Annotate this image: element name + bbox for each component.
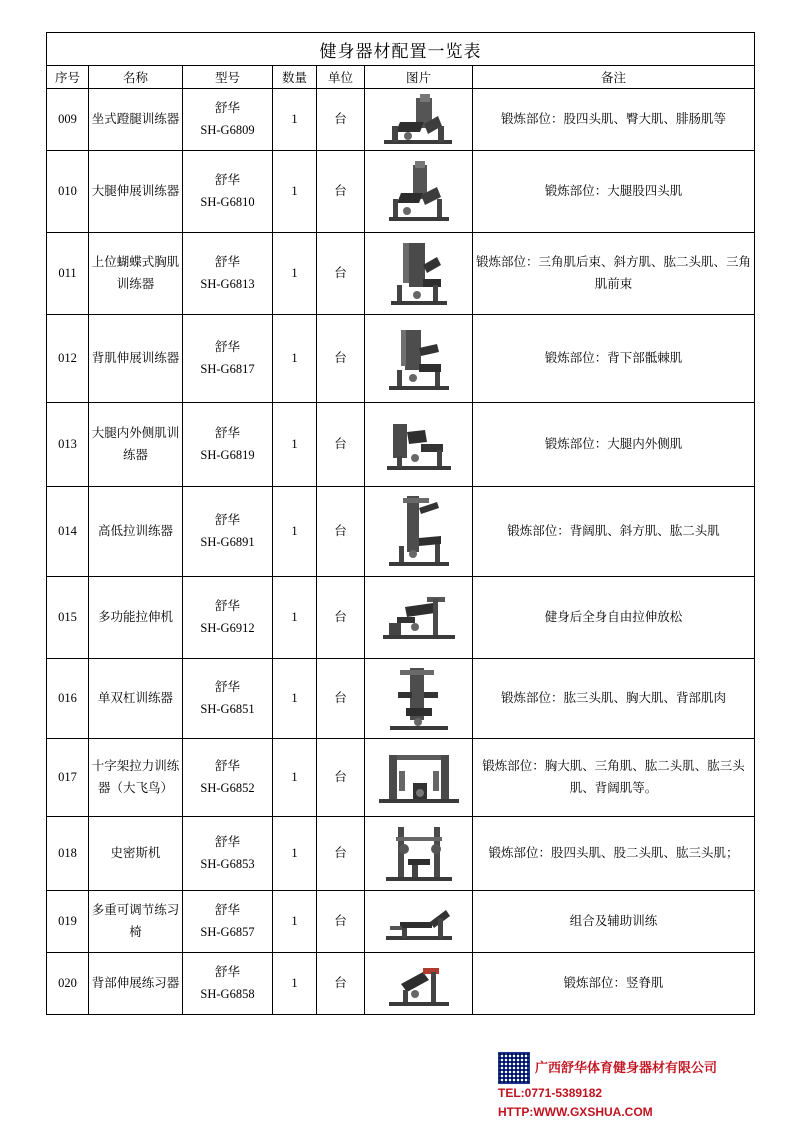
cell-no: 018 (47, 817, 89, 891)
cell-name: 大腿内外侧肌训练器 (89, 403, 183, 487)
cell-qty: 1 (273, 659, 317, 739)
cell-note: 锻炼部位：竖脊肌 (473, 953, 755, 1015)
equipment-table (46, 32, 755, 1015)
cell-picture (365, 89, 473, 151)
table-row (47, 233, 755, 315)
cell-model (183, 953, 273, 1015)
cell-picture (365, 953, 473, 1015)
cell-no: 009 (47, 89, 89, 151)
cell-brand: 舒华 (214, 903, 240, 918)
cell-note: 锻炼部位：大腿股四头肌 (473, 151, 755, 233)
cell-no: 010 (47, 151, 89, 233)
cell-picture (365, 891, 473, 953)
cell-model-code: SH-G6852 (200, 780, 255, 795)
column-header-picture: 图片 (365, 66, 473, 89)
cell-model (183, 891, 273, 953)
cell-model-code: SH-G6857 (200, 924, 255, 939)
table-title-row (47, 33, 755, 66)
cell-brand: 舒华 (214, 835, 240, 850)
cell-picture (365, 487, 473, 577)
cell-brand: 舒华 (214, 513, 240, 528)
cell-no: 020 (47, 953, 89, 1015)
cell-model-code: SH-G6810 (200, 194, 255, 209)
cell-unit: 台 (317, 739, 365, 817)
cell-qty: 1 (273, 89, 317, 151)
cell-note: 健身后全身自由拉伸放松 (473, 577, 755, 659)
cell-model-code: SH-G6809 (200, 122, 255, 137)
cell-qty: 1 (273, 891, 317, 953)
cell-model (183, 151, 273, 233)
cell-model (183, 487, 273, 577)
cell-unit: 台 (317, 953, 365, 1015)
cell-no: 013 (47, 403, 89, 487)
cell-name: 上位蝴蝶式胸肌训练器 (89, 233, 183, 315)
cell-qty: 1 (273, 577, 317, 659)
cell-note: 锻炼部位：股四头肌、股二头肌、肱三头肌； (473, 817, 755, 891)
cell-no: 015 (47, 577, 89, 659)
column-header-qty: 数量 (273, 66, 317, 89)
cell-brand: 舒华 (214, 965, 240, 980)
cell-no: 017 (47, 739, 89, 817)
cell-name: 背肌伸展训练器 (89, 315, 183, 403)
cell-model-code: SH-G6891 (200, 534, 255, 549)
cell-unit: 台 (317, 891, 365, 953)
back-extension-machine-image (365, 324, 472, 394)
cell-picture (365, 233, 473, 315)
footer-company-name: 广西舒华体育健身器材有限公司 (535, 1059, 718, 1075)
cell-qty: 1 (273, 315, 317, 403)
footer-website[interactable]: HTTP:WWW.GXSHUA.COM (498, 1104, 653, 1119)
cell-picture (365, 817, 473, 891)
cell-note: 组合及辅助训练 (473, 891, 755, 953)
cell-no: 011 (47, 233, 89, 315)
cell-model (183, 89, 273, 151)
cell-name: 高低拉训练器 (89, 487, 183, 577)
footer-company-line (498, 1052, 798, 1084)
cell-unit: 台 (317, 315, 365, 403)
cell-brand: 舒华 (214, 426, 240, 441)
cell-brand: 舒华 (214, 680, 240, 695)
cell-name: 单双杠训练器 (89, 659, 183, 739)
cell-model (183, 403, 273, 487)
cell-model (183, 315, 273, 403)
table-row (47, 891, 755, 953)
cell-qty: 1 (273, 739, 317, 817)
cell-brand: 舒华 (214, 759, 240, 774)
cell-model-code: SH-G6813 (200, 276, 255, 291)
cell-unit: 台 (317, 817, 365, 891)
company-footer (498, 1052, 798, 1121)
table-row (47, 151, 755, 233)
stretch-machine-image (365, 591, 472, 645)
table-row (47, 403, 755, 487)
cell-picture (365, 151, 473, 233)
cell-picture (365, 577, 473, 659)
cell-brand: 舒华 (214, 101, 240, 116)
leg-extension-machine-image (365, 159, 472, 225)
pec-fly-machine-image (365, 239, 472, 309)
cell-note: 锻炼部位：大腿内外侧肌 (473, 403, 755, 487)
cell-no: 014 (47, 487, 89, 577)
cell-picture (365, 403, 473, 487)
cell-unit: 台 (317, 577, 365, 659)
cell-model-code: SH-G6853 (200, 856, 255, 871)
cell-note: 锻炼部位：三角肌后束、斜方肌、肱二头肌、三角肌前束 (473, 233, 755, 315)
cell-no: 012 (47, 315, 89, 403)
footer-tel: TEL:0771-5389182 (498, 1086, 603, 1100)
cell-unit: 台 (317, 89, 365, 151)
cell-model (183, 233, 273, 315)
cell-qty: 1 (273, 817, 317, 891)
cell-unit: 台 (317, 487, 365, 577)
column-header-unit: 单位 (317, 66, 365, 89)
lat-pulldown-machine-image (365, 494, 472, 570)
cell-name: 大腿伸展训练器 (89, 151, 183, 233)
cell-model-code: SH-G6851 (200, 701, 255, 716)
cell-qty: 1 (273, 487, 317, 577)
table-row (47, 659, 755, 739)
cell-unit: 台 (317, 659, 365, 739)
cell-no: 016 (47, 659, 89, 739)
cell-brand: 舒华 (214, 340, 240, 355)
cell-picture (365, 659, 473, 739)
cell-name: 坐式蹬腿训练器 (89, 89, 183, 151)
table-row (47, 953, 755, 1015)
cell-unit: 台 (317, 403, 365, 487)
column-header-note: 备注 (473, 66, 755, 89)
table-row (47, 577, 755, 659)
leg-press-machine-image (365, 92, 472, 148)
cell-model-code: SH-G6858 (200, 986, 255, 1001)
table-header-row (47, 66, 755, 89)
cell-model-code: SH-G6819 (200, 447, 255, 462)
cell-brand: 舒华 (214, 255, 240, 270)
cell-note: 锻炼部位：股四头肌、臀大肌、腓肠肌等 (473, 89, 755, 151)
cell-unit: 台 (317, 151, 365, 233)
cell-model (183, 577, 273, 659)
column-header-name: 名称 (89, 66, 183, 89)
cell-picture (365, 739, 473, 817)
cell-model-code: SH-G6817 (200, 361, 255, 376)
table-row (47, 315, 755, 403)
cell-note: 锻炼部位：胸大肌、三角肌、肱二头肌、肱三头肌、背阔肌等。 (473, 739, 755, 817)
cell-model-code: SH-G6912 (200, 620, 255, 635)
cell-name: 背部伸展练习器 (89, 953, 183, 1015)
hip-abduction-machine-image (365, 416, 472, 474)
cell-picture (365, 315, 473, 403)
table-row (47, 487, 755, 577)
cell-model (183, 817, 273, 891)
cell-model (183, 739, 273, 817)
adjustable-bench-image (365, 900, 472, 944)
table-row (47, 739, 755, 817)
cell-qty: 1 (273, 403, 317, 487)
cell-qty: 1 (273, 151, 317, 233)
table-row (47, 89, 755, 151)
page-title: 健身器材配置一览表 (47, 33, 755, 66)
roman-chair-image (365, 958, 472, 1010)
cell-qty: 1 (273, 953, 317, 1015)
cell-name: 十字架拉力训练器（大飞鸟） (89, 739, 183, 817)
column-header-no: 序号 (47, 66, 89, 89)
qr-code-icon (498, 1052, 530, 1084)
cell-qty: 1 (273, 233, 317, 315)
cell-unit: 台 (317, 233, 365, 315)
dip-chin-assist-machine-image (365, 664, 472, 734)
cable-crossover-machine-image (365, 749, 472, 807)
cell-name: 多功能拉伸机 (89, 577, 183, 659)
cell-name: 史密斯机 (89, 817, 183, 891)
cell-note: 锻炼部位：背阔肌、斜方肌、肱二头肌 (473, 487, 755, 577)
cell-note: 锻炼部位：背下部骶棘肌 (473, 315, 755, 403)
cell-no: 019 (47, 891, 89, 953)
column-header-model: 型号 (183, 66, 273, 89)
cell-name: 多重可调节练习椅 (89, 891, 183, 953)
cell-model (183, 659, 273, 739)
table-row (47, 817, 755, 891)
cell-note: 锻炼部位：肱三头肌、胸大肌、背部肌肉 (473, 659, 755, 739)
smith-machine-image (365, 823, 472, 885)
cell-brand: 舒华 (214, 599, 240, 614)
cell-brand: 舒华 (214, 173, 240, 188)
